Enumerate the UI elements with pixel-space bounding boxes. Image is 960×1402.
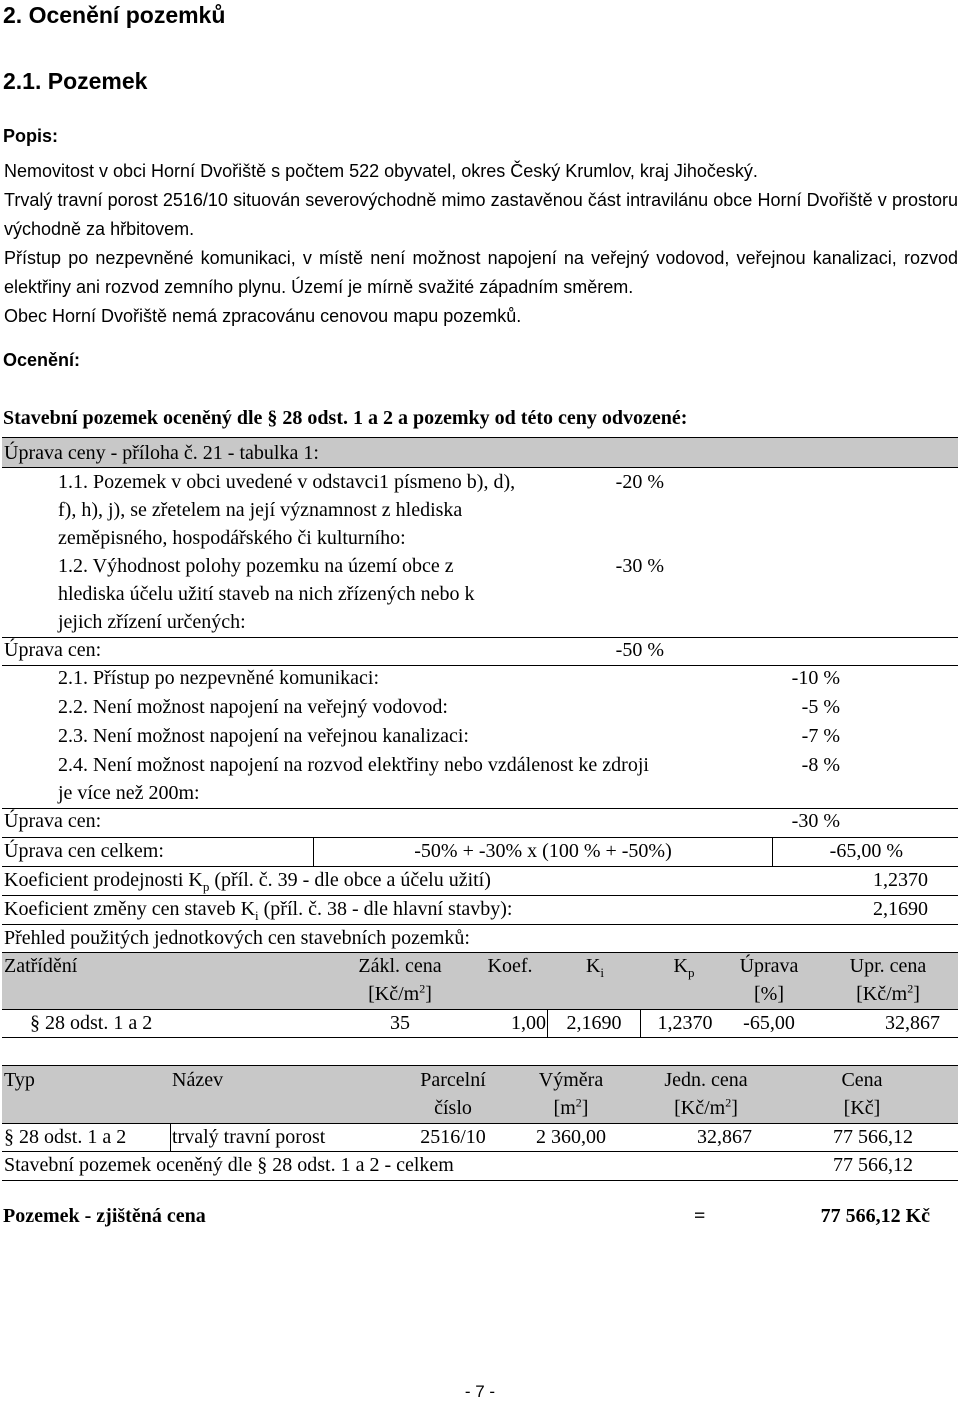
col-koef: Koef. [487,955,533,977]
total-adjust-formula: -50% + -30% x (100 % + -50%) [414,840,672,862]
col-zakl-cena: Zákl. cena [358,955,442,977]
prehled-row-upr: 32,867 [885,1012,940,1034]
item-2-1-label: 2.1. Přístup po nezpevněné komunikaci: [58,667,380,689]
parcel-row-typ: § 28 odst. 1 a 2 [4,1126,127,1148]
rule [2,467,958,468]
item-2-3-label: 2.3. Není možnost napojení na veřejnou kanalizaci: [58,725,469,747]
col-uprava-unit: [%] [754,983,784,1005]
adjust-header: Úprava ceny - příloha č. 21 - tabulka 1: [4,442,319,464]
col-nazev: Název [172,1069,224,1091]
final-price-value: 77 566,12 Kč [820,1205,930,1227]
col-typ: Typ [4,1069,35,1091]
kp-label: Koeficient prodejnosti $K_p$ (příl. č. 39 - dle obce a účelu užití) [4,869,491,894]
prehled-row-uprava: -65,00 [743,1012,795,1034]
col-parcelni: Parcelní [420,1069,486,1091]
final-price-label: Pozemek - zjištěná cena [3,1205,206,1227]
prehled-row-ki: 2,1690 [566,1012,622,1034]
col-vymera-unit: $[m^2]$ [553,1095,589,1119]
popis-label: Popis: [3,126,59,146]
sum-2-label: Úprava cen: [4,810,102,832]
item-1-2-line-2: hlediska účelu užití staveb na nich zřízených nebo k [58,583,475,605]
item-1-1-value: -20 % [615,471,664,493]
sum-1-value: -50 % [615,639,664,661]
final-price-eq: = [694,1205,706,1227]
total-adjust-label: Úprava cen celkem: [4,840,164,862]
item-2-2-value: -5 % [801,696,840,718]
description-line-1: Nemovitost v obci Horní Dvořiště s počtem 522 obyvatel, okres Český Krumlov, kraj Jihočeský. [4,161,758,181]
col-vymera: Výměra [538,1069,604,1091]
parcel-row-jedn-cena: 32,867 [697,1126,752,1148]
prehled-row-koef: 1,00 [511,1012,546,1034]
item-1-2-value: -30 % [615,555,664,577]
oceneni-label: Ocenění: [3,350,81,370]
rule [2,437,958,438]
item-2-4-value: -8 % [801,754,840,776]
item-2-4-line-1: 2.4. Není možnost napojení na rozvod elektřiny nebo vzdálenost ke zdroji [58,754,649,776]
rule [2,1065,958,1066]
col-jedn-cena-unit: $[Kč/m^2]$ [674,1095,738,1119]
col-zakl-cena-unit: $[Kč/m^2]$ [368,981,432,1005]
parcels-total-label: Stavební pozemek oceněný dle § 28 odst. 1 a 2 - celkem [4,1154,454,1176]
sum-1-label: Úprava cen: [4,639,102,661]
rule [2,1180,958,1181]
ki-label: Koeficient změny cen staveb $K_i$ (příl. č. 38 - dle hlavní stavby): [4,898,513,923]
total-adjust-value: -65,00 % [829,840,903,862]
parcel-row-vymera: 2 360,00 [536,1126,606,1148]
col-cena-unit: [Kč] [843,1097,881,1119]
description-paragraph-2: Trvalý travní porost 2516/10 situován severovýchodně mimo zastavěnou část intravilánu obce Horní Dvořiště v prostoru východně za hřbitovem. [4,190,958,239]
parcel-row-cislo: 2516/10 [420,1126,486,1148]
parcel-row-cena: 77 566,12 [833,1126,913,1148]
col-jedn-cena: Jedn. cena [664,1069,748,1091]
item-1-2-line-1: 1.2. Výhodnost polohy pozemku na území obce z [58,555,454,577]
kp-value: 1,2370 [873,869,928,891]
parcels-total-value: 77 566,12 [833,1154,913,1176]
item-1-2-line-3: jejich zřízení určených: [58,611,246,633]
rule [170,1123,171,1151]
col-ki: $K_i$ [585,955,605,980]
prehled-title: Přehled použitých jednotkových cen stavebních pozemků: [4,927,470,949]
prehled-row-zatrideni: § 28 odst. 1 a 2 [30,1012,153,1034]
col-upr-cena-unit: $[Kč/m^2]$ [856,981,920,1005]
sum-2-value: -30 % [791,810,840,832]
page-number: - 7 - [464,1382,496,1401]
description-line-4: Obec Horní Dvořiště nemá zpracovánu cenovou mapu pozemků. [4,306,522,326]
item-1-1-line-2: f), h), j), se zřetelem na její významnost z hlediska [58,499,463,521]
stavebni-pozemek-heading: Stavební pozemek oceněný dle § 28 odst. 1 a 2 a pozemky od této ceny odvozené: [3,407,688,429]
col-zatrideni: Zatřídění [4,955,78,977]
col-cena: Cena [841,1069,883,1091]
col-parcelni-2: číslo [434,1097,472,1119]
item-2-1-value: -10 % [791,667,840,689]
prehled-row-kp: 1,2370 [657,1012,713,1034]
subsection-heading: 2.1. Pozemek [3,68,148,94]
section-heading: 2. Ocenění pozemků [3,2,226,28]
rule [2,637,958,638]
rule [640,1009,641,1037]
parcel-row-nazev: trvalý travní porost [172,1126,326,1148]
item-1-1-line-1: 1.1. Pozemek v obci uvedené v odstavci1 písmeno b), d), [58,471,516,493]
prehled-row-zakl: 35 [390,1012,410,1034]
rule [2,1037,958,1038]
description-paragraph-3: Přístup po nezpevněné komunikaci, v místě není možnost napojení na veřejný vodovod, veřejnou kanalizaci, rozvod elektřiny ani rozvod zemního plynu. Území je mírně svažité západním směrem. [4,248,958,297]
col-uprava: Úprava [739,955,799,977]
item-2-4-line-2: je více než 200m: [58,782,200,804]
ki-value: 2,1690 [873,898,928,920]
col-upr-cena: Upr. cena [849,955,927,977]
col-kp: $K_p$ [673,955,695,980]
rule [547,1009,548,1037]
item-2-3-value: -7 % [801,725,840,747]
item-1-1-line-3: zeměpisného, hospodářského či kulturního: [58,527,406,549]
item-2-2-label: 2.2. Není možnost napojení na veřejný vodovod: [58,696,448,718]
